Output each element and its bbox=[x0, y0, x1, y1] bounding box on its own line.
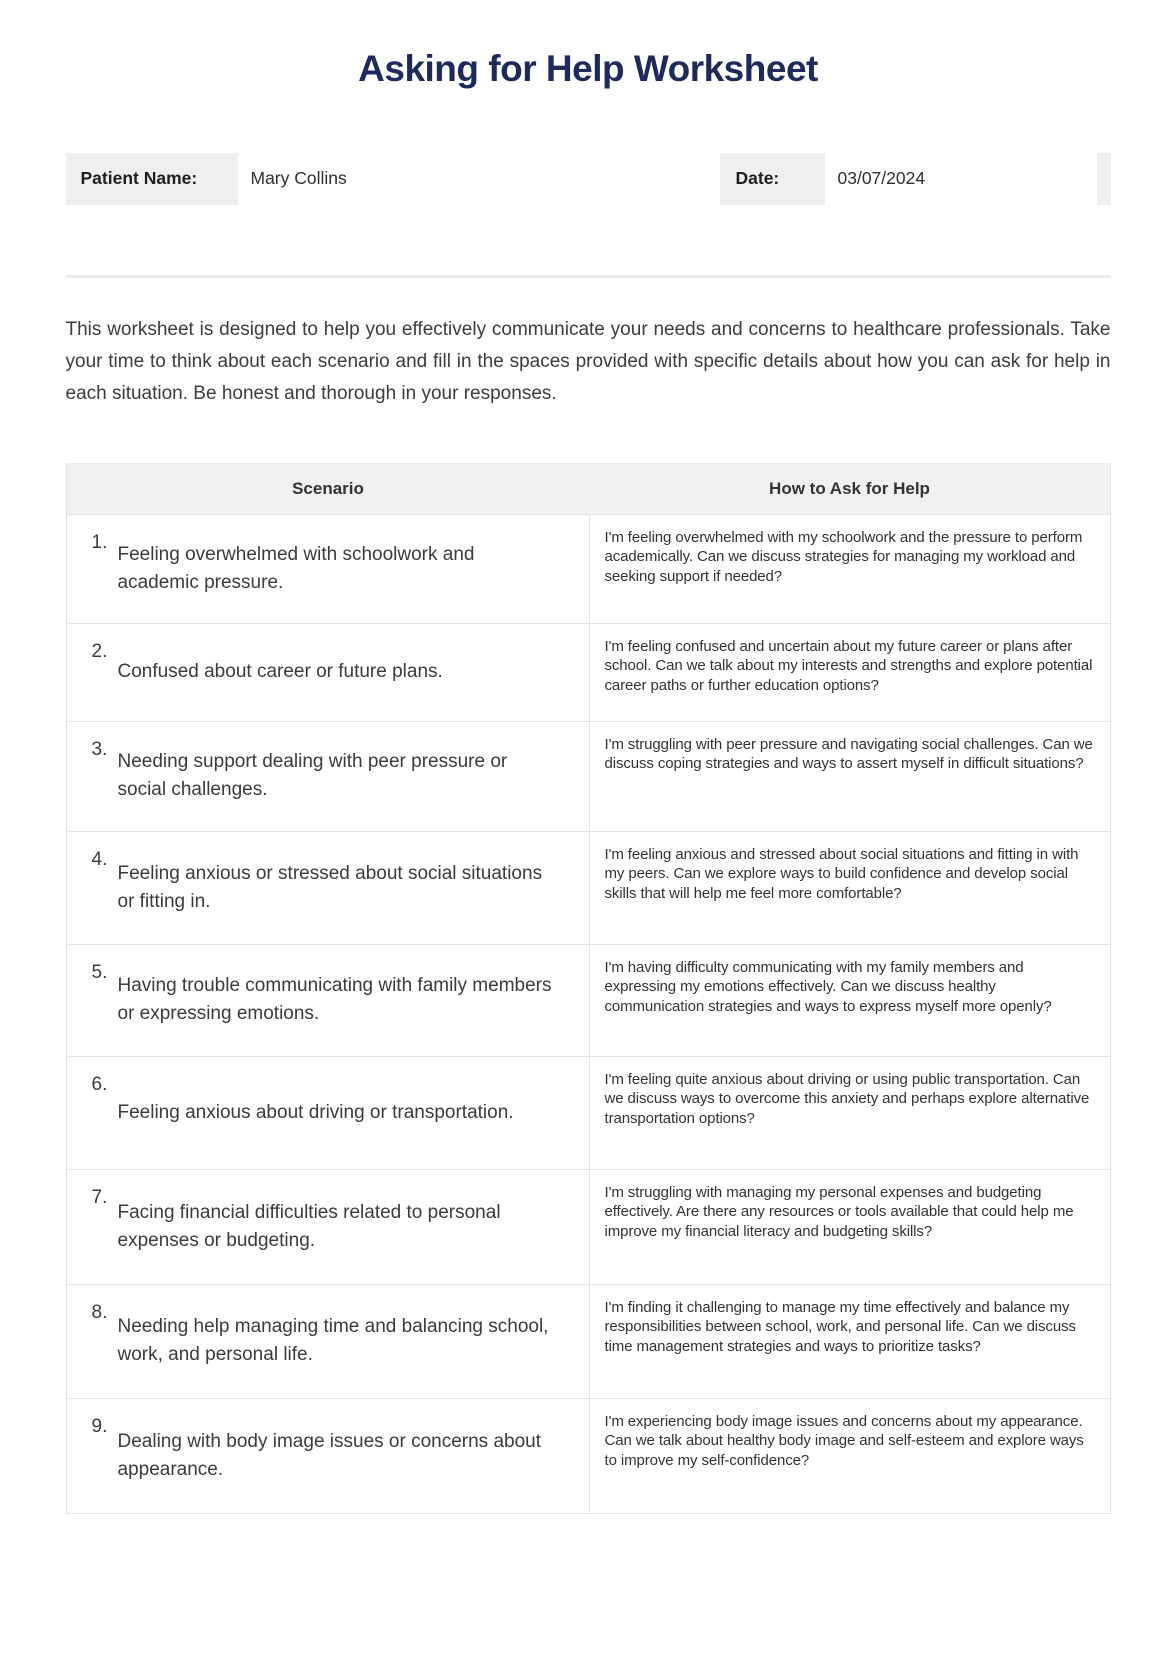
help-answer-cell[interactable] bbox=[590, 624, 1110, 721]
help-answer-text: I'm feeling quite anxious about driving or using public transportation. Can we discuss ways to overcome this anxiety and perhaps explore alternative transportation options? bbox=[604, 1070, 1090, 1127]
patient-name-value: Mary Collins bbox=[250, 168, 347, 189]
scenario-cell bbox=[67, 1057, 590, 1169]
scenario-text: Facing financial difficulties related to personal expenses or budgeting. bbox=[117, 1201, 501, 1251]
table-row bbox=[67, 831, 1110, 944]
scenarios-table bbox=[66, 463, 1111, 1514]
help-answer-cell[interactable] bbox=[590, 1057, 1110, 1169]
section-divider bbox=[66, 275, 1111, 278]
scenario-text: Feeling anxious about driving or transportation. bbox=[117, 1101, 514, 1123]
scenario-cell bbox=[67, 1399, 590, 1513]
help-answer-text: I'm struggling with peer pressure and navigating social challenges. Can we discuss coping strategies and ways to assert myself in difficult situations? bbox=[604, 735, 1093, 773]
scenario-text: Needing help managing time and balancing school, work, and personal life. bbox=[117, 1316, 549, 1366]
intro-paragraph: This worksheet is designed to help you effectively communicate your needs and concerns to healthcare professionals. Take your time to think about each scenario and fill in the spaces provided with specific details about how you can ask for help in each situation. Be honest and thorough in your responses. bbox=[65, 318, 1111, 404]
help-answer-cell[interactable] bbox=[590, 1399, 1110, 1513]
table-row bbox=[67, 623, 1110, 721]
scenario-cell bbox=[67, 624, 590, 721]
help-answer-text: I'm having difficulty communicating with my family members and expressing my emotions effectively. Can we discuss healthy communication strategies and ways to express myself more openly? bbox=[604, 958, 1052, 1015]
help-answer-cell[interactable] bbox=[590, 515, 1110, 623]
help-answer-text: I'm feeling confused and uncertain about my future career or plans after school. Can we talk about my interests and strengths and explore potential career paths or further education options? bbox=[604, 637, 1093, 694]
scenario-cell bbox=[67, 515, 590, 623]
scenario-number: 8. bbox=[91, 1301, 108, 1323]
help-answer-cell[interactable] bbox=[590, 1285, 1110, 1398]
patient-name-input[interactable] bbox=[238, 150, 720, 208]
scenario-text: Confused about career or future plans. bbox=[117, 661, 443, 683]
scenario-cell bbox=[67, 1285, 590, 1398]
scenario-text: Feeling overwhelmed with schoolwork and academic pressure. bbox=[117, 543, 475, 593]
scenario-text: Feeling anxious or stressed about social situations or fitting in. bbox=[117, 862, 543, 912]
table-row bbox=[67, 1398, 1110, 1513]
scenario-cell bbox=[67, 722, 590, 831]
help-answer-text: I'm finding it challenging to manage my time effectively and balance my responsibilities between school, work, and personal life. Can we discuss time management strategies and ways to prioritize tasks? bbox=[604, 1298, 1076, 1355]
scenario-text: Dealing with body image issues or concerns about appearance. bbox=[117, 1430, 542, 1480]
scenario-number: 7. bbox=[91, 1186, 108, 1208]
scenario-number: 5. bbox=[91, 961, 108, 983]
scenario-cell bbox=[67, 945, 590, 1056]
date-label: Date: bbox=[735, 168, 780, 189]
help-answer-cell[interactable] bbox=[590, 945, 1110, 1056]
column-header-scenario: Scenario bbox=[292, 478, 364, 498]
date-value: 03/07/2024 bbox=[837, 168, 926, 189]
table-row bbox=[67, 514, 1110, 623]
column-header-how-to-ask: How to Ask for Help bbox=[769, 478, 930, 498]
table-row bbox=[67, 721, 1110, 831]
help-answer-cell[interactable] bbox=[590, 722, 1110, 831]
scenario-number: 3. bbox=[91, 738, 108, 760]
table-row bbox=[67, 1169, 1110, 1284]
help-answer-text: I'm feeling anxious and stressed about social situations and fitting in with my peers. Can we explore ways to build confidence and develop social skills that will help me feel more comfortable? bbox=[604, 845, 1079, 902]
date-input[interactable] bbox=[825, 150, 1097, 208]
patient-info-bar bbox=[66, 153, 1111, 205]
scenario-text: Needing support dealing with peer pressure or social challenges. bbox=[117, 751, 508, 801]
table-body bbox=[67, 514, 1110, 1513]
scenario-number: 6. bbox=[91, 1073, 108, 1095]
help-answer-text: I'm struggling with managing my personal expenses and budgeting effectively. Are there any resources or tools available that could help me improve my financial literacy and budgeting skills? bbox=[604, 1183, 1074, 1240]
help-answer-cell[interactable] bbox=[590, 832, 1110, 944]
scenario-number: 4. bbox=[91, 848, 108, 870]
table-row bbox=[67, 944, 1110, 1056]
help-answer-text: I'm feeling overwhelmed with my schoolwork and the pressure to perform academically. Can we discuss strategies for managing my workload and seeking support if needed? bbox=[604, 528, 1083, 585]
patient-name-label: Patient Name: bbox=[80, 168, 198, 189]
page-title: Asking for Help Worksheet bbox=[358, 48, 818, 89]
scenario-number: 2. bbox=[91, 640, 108, 662]
table-row bbox=[67, 1284, 1110, 1398]
table-header-row bbox=[67, 464, 1110, 514]
worksheet-page bbox=[66, 48, 1111, 1514]
scenario-cell bbox=[67, 1170, 590, 1284]
scenario-number: 1. bbox=[91, 531, 108, 553]
help-answer-cell[interactable] bbox=[590, 1170, 1110, 1284]
scenario-cell bbox=[67, 832, 590, 944]
table-row bbox=[67, 1056, 1110, 1169]
help-answer-text: I'm experiencing body image issues and concerns about my appearance. Can we talk about healthy body image and self-esteem and explore ways to improve my self-confidence? bbox=[604, 1412, 1084, 1469]
scenario-number: 9. bbox=[91, 1415, 108, 1437]
scenario-text: Having trouble communicating with family members or expressing emotions. bbox=[117, 975, 552, 1025]
